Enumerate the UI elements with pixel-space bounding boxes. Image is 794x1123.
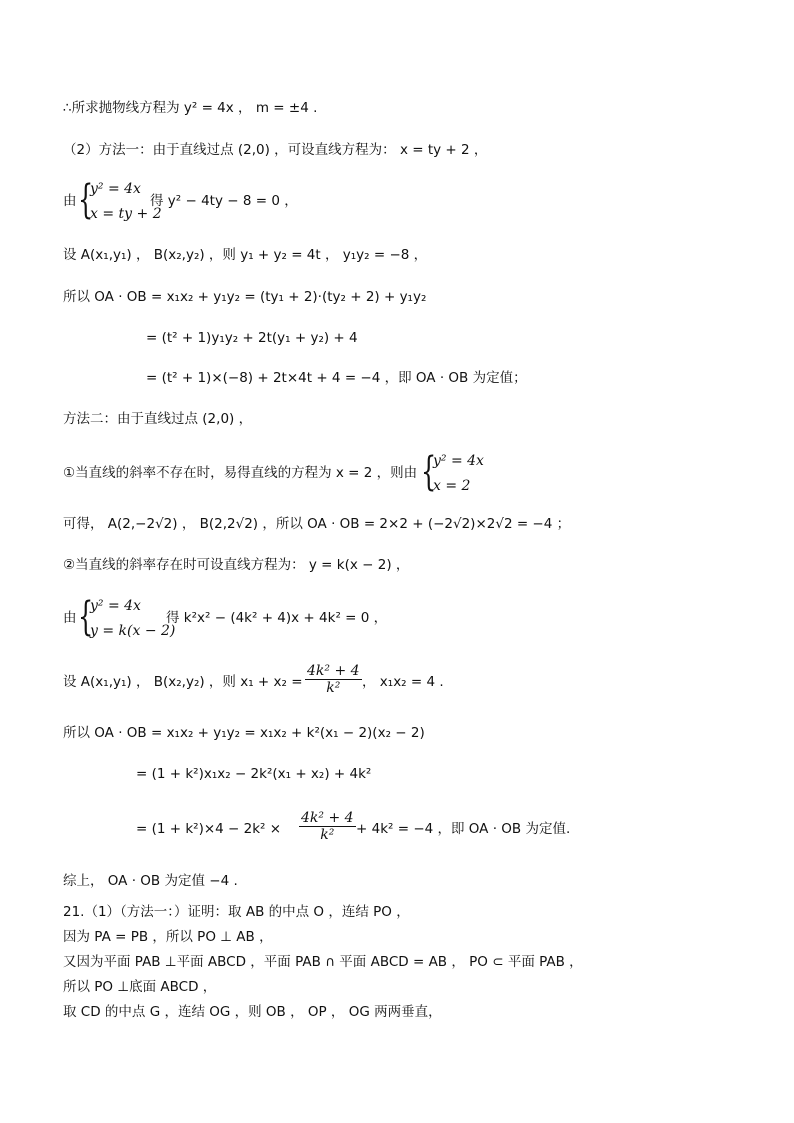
- text-line: 21.（1）（方法一：）证明：取 AB 的中点 O ，连结 PO ，: [63, 904, 410, 920]
- text-line: 得 y² − 4ty − 8 = 0 ，: [150, 193, 298, 209]
- text-line: = (t² + 1)y₁y₂ + 2t(y₁ + y₂) + 4: [146, 330, 358, 346]
- text-line: ②当直线的斜率存在时可设直线方程为： y = k(x − 2) ，: [63, 557, 410, 573]
- text-line: ， x₁x₂ = 4 .: [362, 674, 444, 690]
- fraction-numerator: 4k² + 4: [301, 810, 354, 826]
- fraction-denominator: k²: [326, 680, 341, 696]
- text-line: ∴所求抛物线方程为 y² = 4x ， m = ±4 .: [63, 100, 318, 116]
- text-line: ①当直线的斜率不存在时，易得直线的方程为 x = 2 ，则由: [63, 465, 418, 481]
- brace-icon: {: [78, 177, 94, 223]
- text-line: 因为 PA = PB ，所以 PO ⊥ AB ，: [63, 929, 273, 945]
- text-line: 所以 OA · OB = x₁x₂ + y₁y₂ = (ty₁ + 2)·(ty₂ + 2) + y₁y₂: [63, 289, 427, 305]
- brace-icon: {: [421, 449, 437, 495]
- equation-system-row: y = k(x − 2): [90, 623, 176, 639]
- text-line: 方法二：由于直线过点 (2,0) ，: [63, 411, 253, 427]
- text-line: （2）方法一：由于直线过点 (2,0) ，可设直线方程为： x = ty + 2 ，: [63, 142, 488, 158]
- equation-system-row: x = 2: [433, 478, 471, 494]
- fraction: [305, 663, 362, 696]
- equation-system-row: y² = 4x: [433, 453, 484, 469]
- text-line: 可得， A(2,−2√2) ， B(2,2√2) ，所以 OA · OB = 2×2 + (−2√2)×2√2 = −4 ；: [63, 516, 571, 532]
- text-line: 得 k²x² − (4k² + 4)x + 4k² = 0 ，: [166, 610, 388, 626]
- text-line: = (1 + k²)x₁x₂ − 2k²(x₁ + x₂) + 4k²: [136, 766, 372, 782]
- text-line: 所以 PO ⊥底面 ABCD ，: [63, 979, 217, 995]
- equation-system-row: x = ty + 2: [90, 206, 162, 222]
- text-line: 由: [63, 193, 77, 209]
- equation-system-row: y² = 4x: [90, 598, 141, 614]
- text-line: = (1 + k²)×4 − 2k² ×: [136, 821, 282, 837]
- brace-icon: {: [78, 594, 94, 640]
- fraction-numerator: 4k² + 4: [307, 663, 360, 679]
- text-line: 所以 OA · OB = x₁x₂ + y₁y₂ = x₁x₂ + k²(x₁ − 2)(x₂ − 2): [63, 725, 425, 741]
- text-line: + 4k² = −4 ，即 OA · OB 为定值.: [356, 821, 571, 837]
- equation-system-row: y² = 4x: [90, 181, 141, 197]
- text-line: = (t² + 1)×(−8) + 2t×4t + 4 = −4 ，即 OA · OB 为定值；: [146, 370, 527, 386]
- text-line: 设 A(x₁,y₁) ， B(x₂,y₂) ，则 x₁ + x₂ =: [63, 674, 303, 690]
- fraction-denominator: k²: [320, 827, 335, 843]
- text-line: 综上， OA · OB 为定值 −4 .: [63, 873, 238, 889]
- text-line: 设 A(x₁,y₁) ， B(x₂,y₂) ，则 y₁ + y₂ = 4t ， y₁y₂ = −8 ，: [63, 247, 428, 263]
- text-line: 取 CD 的中点 G ，连结 OG ，则 OB ， OP ， OG 两两垂直，: [63, 1004, 442, 1020]
- text-line: 又因为平面 PAB ⊥平面 ABCD ，平面 PAB ∩ 平面 ABCD = AB ， PO ⊂ 平面 PAB ，: [63, 954, 583, 970]
- fraction: [299, 810, 356, 843]
- text-line: 由: [63, 610, 77, 626]
